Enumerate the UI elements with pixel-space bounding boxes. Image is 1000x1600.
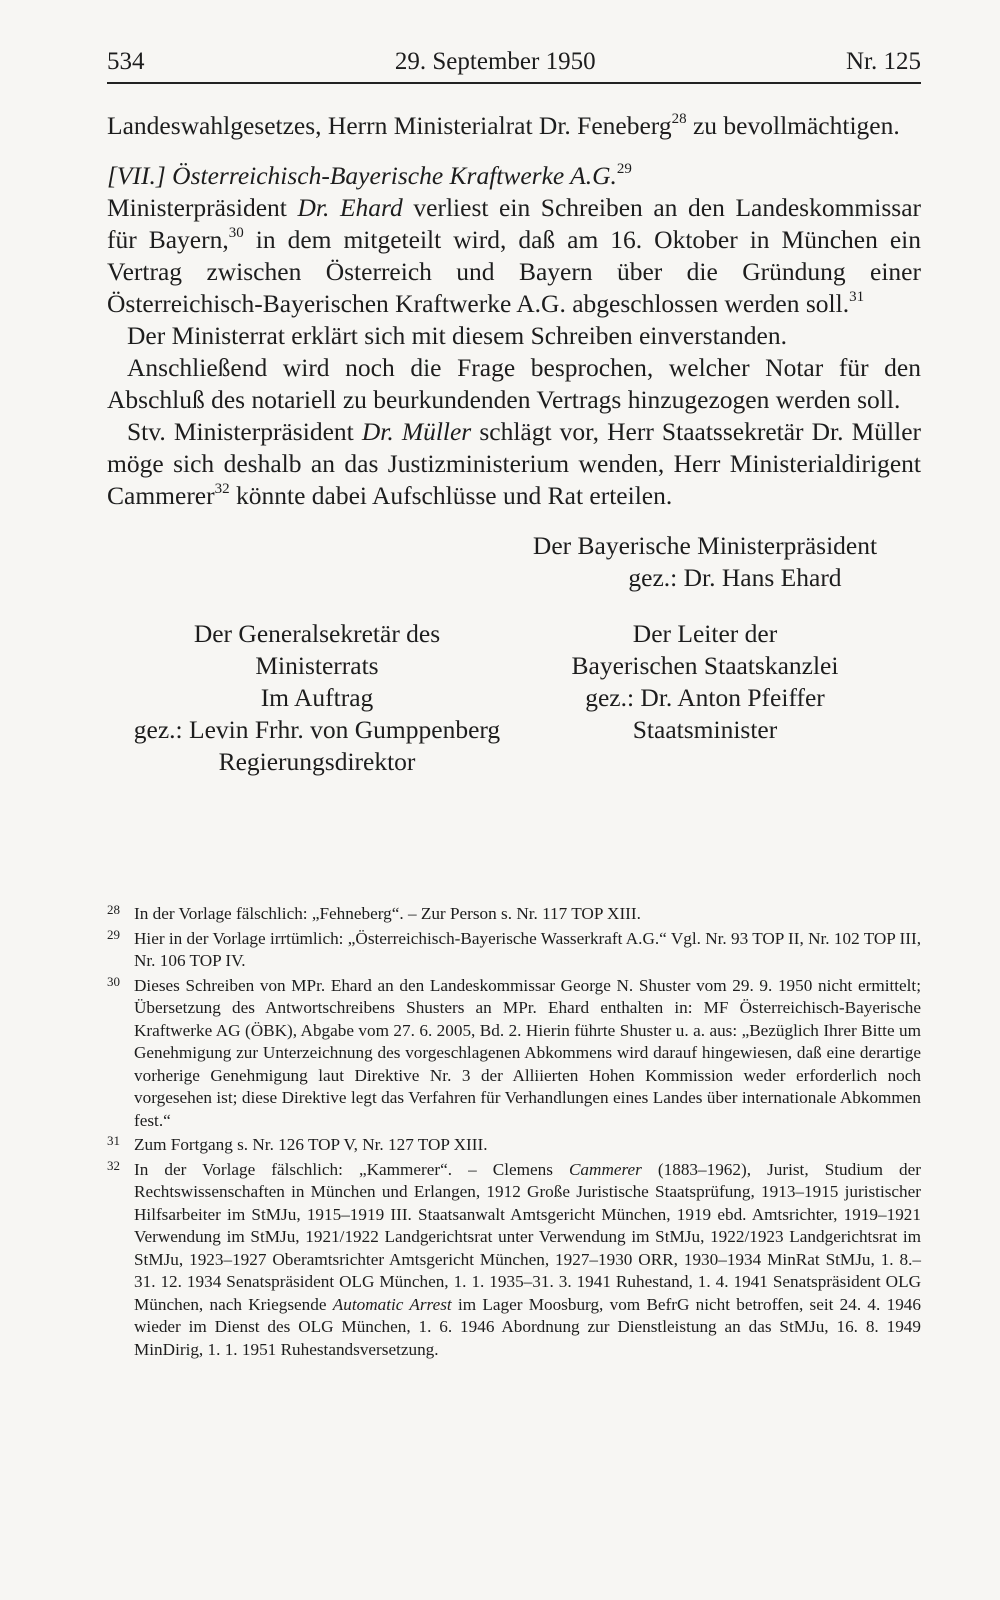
signature-block xyxy=(107,530,921,776)
signature-line: Bayerischen Staatskanzlei xyxy=(571,651,839,680)
page-number: 534 xyxy=(107,48,145,75)
text-span: (1883–1962), Jurist, Studium der Rechtswissenschaften in München und Erlangen, 1912 Große Juristische Staatsprüfung, 1913–1915 juristischer Hilfsarbeiter im StMJu, 1915–1919 III. Staatsanwalt Amtsgericht München, 1919 ebd. Amtsrichter, 1919–1921 Verwendung im StMJu, 1921/1922 Landgerichtsrat unter Verwendung im StMJu, 1922/1923 Landgerichtsrat im StMJu, 1923–1927 Oberamtsrichter Amtsgericht München, 1927–1930 ORR, 1930–1934 MinRat StMJu, 1. 8.–31. 12. 1934 Senatspräsident OLG München, 1. 1. 1935–31. 3. 1941 Ruhestand, 1. 4. 1941 Senatspräsident OLG München, nach Kriegsende xyxy=(134,1159,921,1314)
signature-chancellery-head xyxy=(495,618,915,746)
person-name: Müller xyxy=(401,417,472,446)
header-number: Nr. 125 xyxy=(845,48,921,75)
signature-name: gez.: Dr. Anton Pfeiffer xyxy=(585,683,825,712)
footnote-32 xyxy=(107,1159,921,1362)
paragraph-5 xyxy=(107,416,921,512)
paragraph-4: Anschließend wird noch die Frage besprochen, welcher Notar für den Abschluß des notariell zu beurkundenden Vertrags hinzugezogen werden soll. xyxy=(107,353,921,414)
header-date: 29. September 1950 xyxy=(394,48,596,75)
text-span: In der Vorlage fälschlich: „Kammerer“. – Clemens xyxy=(134,1159,569,1179)
text-span: Dr. xyxy=(297,193,340,222)
signature-line: Der Generalsekretär des xyxy=(193,619,441,648)
header-rule xyxy=(107,82,921,84)
text-span: Stv. Ministerpräsident xyxy=(127,417,362,446)
signature-minister-president xyxy=(495,530,915,594)
body-text xyxy=(107,110,921,512)
footnote-number: 32 xyxy=(107,1157,120,1173)
footnote-text: Zum Fortgang s. Nr. 126 TOP V, Nr. 127 TOP XIII. xyxy=(134,1135,488,1154)
person-name: Ehard xyxy=(339,193,403,222)
footnote-number: 29 xyxy=(107,926,120,942)
person-name: Cammerer xyxy=(568,1159,642,1179)
footnote-number: 28 xyxy=(107,902,120,917)
signature-title: Der Bayerische Ministerpräsident xyxy=(532,531,878,560)
paragraph-3: Der Ministerrat erklärt sich mit diesem Schreiben einverstanden. xyxy=(127,321,787,350)
footnote-30 xyxy=(107,975,921,1133)
signature-line: Ministerrats xyxy=(255,651,379,680)
section-number: [VII.] xyxy=(107,161,166,190)
footnote-ref-29: 29 xyxy=(616,160,632,177)
text-span: könnte dabei Aufschlüsse und Rat erteilen. xyxy=(229,481,673,510)
text-span: Ministerpräsident xyxy=(107,193,298,222)
paragraph-1 xyxy=(107,110,921,142)
section-heading xyxy=(107,160,921,192)
text-span: in dem mitgeteilt wird, daß am 16. Oktober in München ein Vertrag zwischen Österreich und Bayern über die Gründung einer Österreichisch-Bayerischen Kraftwerke A.G. abgeschlossen werden soll. xyxy=(107,225,921,318)
signature-general-secretary xyxy=(107,618,527,778)
text-span: im Lager Moosburg, vom BefrG nicht betroffen, seit 24. 4. 1946 wieder im Dienst des OLG München, 1. 6. 1946 Abordnung zur Dienstleistung an das StMJu, 16. 8. 1949 MinDirig, 1. 1. 1951 Ruhestandsversetzung. xyxy=(134,1294,921,1359)
text-span: Landeswahlgesetzes, Herrn Ministerialrat Dr. Feneberg xyxy=(107,111,672,140)
footnote-text: Dieses Schreiben von MPr. Ehard an den Landeskommissar George N. Shuster vom 29. 9. 1950 nicht ermittelt; Übersetzung des Antwortschreibens Shusters an MPr. Ehard enthalten in: MF Österreichisch-Bayerische Kraftwerke AG (ÖBK), Abgabe vom 27. 6. 2005, Bd. 2. Hierin führte Shuster u. a. aus: „Bezüglich Ihrer Bitte um Genehmigung zur Unterzeichnung des vorgeschlagenen Abkommens wird darauf hingewiesen, daß eine derartige vorherige Genehmigung laut Direktive Nr. 3 der Alliierten Hohen Kommission weder erforderlich noch vorgesehen ist; diese Direktive legt das Verfahren für Verhandlungen eines Landes über internationale Abkommen fest.“ xyxy=(134,975,921,1130)
footnote-ref-30: 30 xyxy=(228,224,244,241)
signature-line: Im Auftrag xyxy=(260,683,374,712)
text-span: zu bevollmächtigen. xyxy=(686,111,900,140)
footnotes xyxy=(107,903,921,1363)
term: Automatic Arrest xyxy=(332,1294,452,1314)
text-span: verliest ein Schreiben an den Landeskommissar für Bayern, xyxy=(107,193,921,254)
footnote-ref-28: 28 xyxy=(671,110,687,127)
footnote-28 xyxy=(107,903,921,926)
signature-name: gez.: Levin Frhr. von Gumppenberg xyxy=(133,715,501,744)
signature-line: Staatsminister xyxy=(632,715,778,744)
footnote-number: 31 xyxy=(107,1133,120,1148)
page-header xyxy=(107,48,921,82)
footnote-text: Hier in der Vorlage irrtümlich: „Österreichisch-Bayerische Wasserkraft A.G.“ Vgl. Nr. 93 TOP II, Nr. 102 TOP III, Nr. 106 TOP IV. xyxy=(134,928,921,970)
text-span: schlägt vor, Herr Staatssekretär Dr. Müller möge sich deshalb an das Justizministerium wenden, Herr Ministerialdirigent Cammerer xyxy=(107,417,922,510)
footnote-text: In der Vorlage fälschlich: „Fehneberg“. – Zur Person s. Nr. 117 TOP XIII. xyxy=(134,904,641,923)
signature-line: Der Leiter der xyxy=(632,619,778,648)
footnote-number: 30 xyxy=(107,973,120,989)
section-title: Österreichisch-Bayerische Kraftwerke A.G. xyxy=(165,161,617,190)
signature-name: gez.: Dr. Hans Ehard xyxy=(628,563,842,592)
page xyxy=(107,48,922,776)
signature-line: Regierungsdirektor xyxy=(218,747,416,776)
footnote-ref-31: 31 xyxy=(849,288,865,305)
text-span: Dr. xyxy=(361,417,402,446)
footnote-29 xyxy=(107,928,921,973)
footnote-31 xyxy=(107,1134,921,1157)
footnote-text xyxy=(134,1159,921,1362)
footnote-ref-32: 32 xyxy=(214,480,230,497)
paragraph-2 xyxy=(107,192,921,320)
